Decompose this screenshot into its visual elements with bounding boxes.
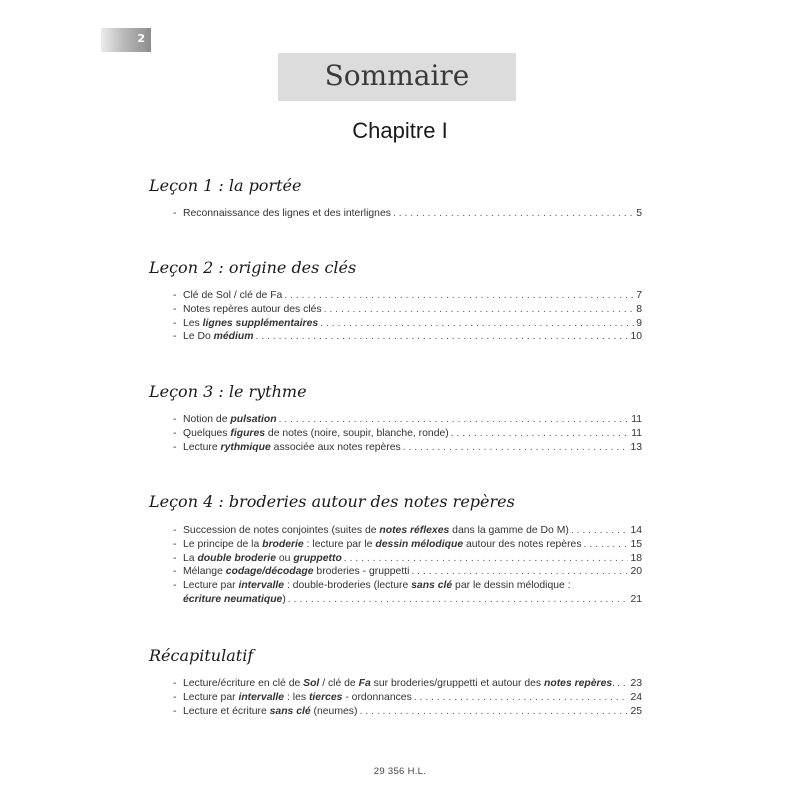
entry-emphasis: Sol bbox=[303, 678, 320, 689]
dot-leader bbox=[403, 441, 629, 455]
title-box bbox=[278, 53, 516, 101]
entry-emphasis: intervalle bbox=[238, 691, 285, 703]
entry-bullet: - bbox=[173, 552, 177, 564]
entry-bullet: - bbox=[173, 208, 177, 219]
entry-text bbox=[183, 289, 282, 303]
dot-leader bbox=[279, 413, 630, 427]
entry-text bbox=[183, 524, 569, 538]
entry-segment: de notes (noire, soupir, blanche, ronde) bbox=[265, 427, 449, 439]
footer-code: 29 356 H.L. bbox=[373, 766, 427, 777]
entry-segment: Reconnaissance des lignes et des interlignes bbox=[183, 208, 391, 219]
page-ref: 15 bbox=[630, 538, 642, 550]
entry-segment: (neumes) bbox=[310, 705, 358, 717]
page-ref: 14 bbox=[630, 525, 642, 536]
page-ref: 8 bbox=[636, 303, 642, 315]
entry-emphasis: dessin mélodique bbox=[375, 538, 464, 550]
entry-bullet: - bbox=[173, 303, 177, 315]
entry-text bbox=[183, 691, 412, 705]
dot-leader bbox=[414, 691, 629, 705]
lesson-4-title: Leçon 4 : broderies autour des notes repères bbox=[149, 492, 515, 511]
dot-leader bbox=[324, 303, 635, 317]
entry-segment: La bbox=[183, 552, 198, 564]
entry-segment: : lecture par le bbox=[303, 538, 376, 550]
entry-text bbox=[183, 677, 615, 691]
entry-segment: Le principe de la bbox=[183, 538, 263, 550]
toc-entry bbox=[173, 524, 642, 538]
entry-bullet: - bbox=[173, 580, 177, 592]
lesson-2-title: Leçon 2 : origine des clés bbox=[149, 258, 357, 277]
entry-segment: Quelques bbox=[183, 427, 231, 439]
entry-bullet: - bbox=[173, 441, 177, 453]
entry-segment: : double-broderies (lecture bbox=[284, 580, 412, 592]
entry-segment: Lecture/écriture en clé de bbox=[183, 678, 304, 689]
recap-entries bbox=[173, 677, 642, 718]
entry-emphasis: intervalle bbox=[238, 580, 285, 592]
page-number: 2 bbox=[137, 32, 145, 45]
entry-text bbox=[183, 317, 318, 331]
entry-text bbox=[183, 565, 409, 579]
entry-text bbox=[183, 413, 277, 427]
entry-bullet: - bbox=[173, 538, 177, 550]
dot-leader bbox=[255, 330, 628, 344]
entry-bullet: - bbox=[173, 705, 177, 717]
toc-entry bbox=[173, 579, 642, 593]
toc-entry bbox=[173, 677, 642, 691]
page-number-tab bbox=[101, 28, 151, 52]
toc-entry bbox=[173, 565, 642, 579]
entry-segment: ) bbox=[282, 593, 286, 605]
dot-leader bbox=[393, 207, 634, 221]
entry-emphasis: tierces bbox=[308, 691, 343, 703]
lesson-2-entries bbox=[173, 289, 642, 344]
toc-entry bbox=[173, 413, 642, 427]
toc-entry bbox=[173, 317, 642, 331]
entry-emphasis: médium bbox=[213, 331, 254, 343]
entry-segment: Les bbox=[183, 317, 203, 329]
toc-entry bbox=[173, 691, 642, 705]
entry-segment: Lecture par bbox=[183, 691, 239, 703]
toc-entry bbox=[173, 538, 642, 552]
toc-entry bbox=[173, 441, 642, 455]
page-ref: 10 bbox=[630, 331, 642, 343]
lesson-4-entries bbox=[173, 524, 642, 607]
entry-text bbox=[183, 330, 253, 344]
page-ref: 13 bbox=[630, 441, 642, 453]
entry-segment: Mélange bbox=[183, 566, 226, 578]
entry-emphasis: Fa bbox=[358, 678, 371, 689]
entry-text bbox=[183, 538, 582, 552]
lesson-3-entries bbox=[173, 413, 642, 454]
entry-emphasis: figures bbox=[230, 427, 266, 439]
entry-text bbox=[183, 705, 357, 719]
toc-entry bbox=[173, 552, 642, 566]
toc-entry bbox=[173, 705, 642, 719]
entry-bullet: - bbox=[173, 525, 177, 536]
page-ref: 7 bbox=[636, 290, 642, 301]
lesson-1-title: Leçon 1 : la portée bbox=[149, 176, 302, 195]
dot-leader bbox=[320, 317, 634, 331]
lesson-3-title: Leçon 3 : le rythme bbox=[149, 382, 307, 401]
entry-segment: . bbox=[612, 678, 616, 689]
page-ref: 11 bbox=[631, 427, 642, 439]
toc-entry bbox=[173, 303, 642, 317]
entry-text bbox=[183, 593, 286, 607]
entry-emphasis: gruppetto bbox=[293, 552, 342, 564]
entry-segment: / clé de bbox=[319, 678, 359, 689]
page-ref: 23 bbox=[630, 678, 642, 689]
page-ref: 18 bbox=[630, 552, 642, 564]
entry-text bbox=[183, 552, 342, 566]
entry-bullet: - bbox=[173, 427, 177, 439]
entry-text bbox=[183, 441, 401, 455]
entry-segment: autour des notes repères bbox=[463, 538, 582, 550]
page-ref: 21 bbox=[630, 593, 642, 605]
entry-emphasis: écriture neumatique bbox=[183, 593, 283, 605]
toc-entry bbox=[173, 289, 642, 303]
entry-emphasis: sans clé bbox=[411, 580, 453, 592]
entry-text bbox=[183, 579, 571, 593]
dot-leader bbox=[344, 552, 629, 566]
entry-bullet: - bbox=[173, 331, 177, 343]
entry-emphasis: codage/décodage bbox=[225, 566, 314, 578]
page-ref: 11 bbox=[631, 414, 642, 425]
entry-bullet: - bbox=[173, 691, 177, 703]
entry-bullet: - bbox=[173, 317, 177, 329]
entry-text bbox=[183, 427, 449, 441]
entry-emphasis: rythmique bbox=[220, 441, 271, 453]
entry-bullet: - bbox=[173, 414, 177, 425]
entry-bullet: - bbox=[173, 678, 177, 689]
toc-entry bbox=[173, 330, 642, 344]
entry-segment: par le dessin mélodique : bbox=[452, 580, 571, 592]
dot-leader bbox=[571, 524, 629, 538]
entry-emphasis: broderie bbox=[262, 538, 304, 550]
entry-emphasis: double broderie bbox=[197, 552, 276, 564]
entry-segment: Lecture bbox=[183, 441, 221, 453]
entry-segment: Le Do bbox=[183, 331, 214, 343]
entry-segment: Succession de notes conjointes (suites de bbox=[183, 525, 380, 536]
entry-emphasis: sans clé bbox=[269, 705, 311, 717]
entry-segment: associée aux notes repères bbox=[270, 441, 401, 453]
toc-entry bbox=[173, 427, 642, 441]
entry-bullet: - bbox=[173, 290, 177, 301]
entry-segment: Lecture par bbox=[183, 580, 239, 592]
toc-entry bbox=[173, 593, 642, 607]
entry-segment: broderies - gruppetti bbox=[313, 566, 410, 578]
page-ref: 9 bbox=[636, 317, 642, 329]
entry-segment: dans la gamme de Do M) bbox=[449, 525, 569, 536]
page-ref: 24 bbox=[630, 691, 642, 703]
entry-emphasis: notes réflexes bbox=[379, 525, 450, 536]
entry-segment: ou bbox=[275, 552, 294, 564]
entry-bullet: - bbox=[173, 566, 177, 578]
chapter-heading: Chapitre I bbox=[352, 118, 448, 143]
entry-segment: - ordonnances bbox=[342, 691, 412, 703]
toc-entry bbox=[173, 207, 642, 221]
page-ref: 20 bbox=[630, 566, 642, 578]
lesson-1-entries bbox=[173, 207, 642, 221]
entry-text bbox=[183, 303, 322, 317]
entry-segment: Clé de Sol / clé de Fa bbox=[183, 290, 283, 301]
entry-segment: Notes repères autour des clés bbox=[183, 303, 322, 315]
entry-segment: : les bbox=[284, 691, 309, 703]
entry-emphasis: lignes supplémentaires bbox=[202, 317, 319, 329]
dot-leader bbox=[451, 427, 629, 441]
dot-leader bbox=[359, 705, 628, 719]
page-ref: 5 bbox=[636, 208, 642, 219]
dot-leader bbox=[288, 593, 629, 607]
dot-leader bbox=[411, 565, 628, 579]
entry-segment: Notion de bbox=[183, 414, 231, 425]
entry-emphasis: pulsation bbox=[230, 414, 277, 425]
entry-emphasis: notes repères bbox=[544, 678, 613, 689]
entry-text bbox=[183, 207, 391, 221]
entry-segment: Lecture et écriture bbox=[183, 705, 270, 717]
recap-title: Récapitulatif bbox=[149, 646, 254, 665]
dot-leader bbox=[617, 677, 628, 691]
dot-leader bbox=[284, 289, 634, 303]
page-title: Sommaire bbox=[324, 59, 470, 92]
page-ref: 25 bbox=[630, 705, 642, 717]
entry-segment: sur broderies/gruppetti et autour des bbox=[370, 678, 545, 689]
dot-leader bbox=[584, 538, 629, 552]
